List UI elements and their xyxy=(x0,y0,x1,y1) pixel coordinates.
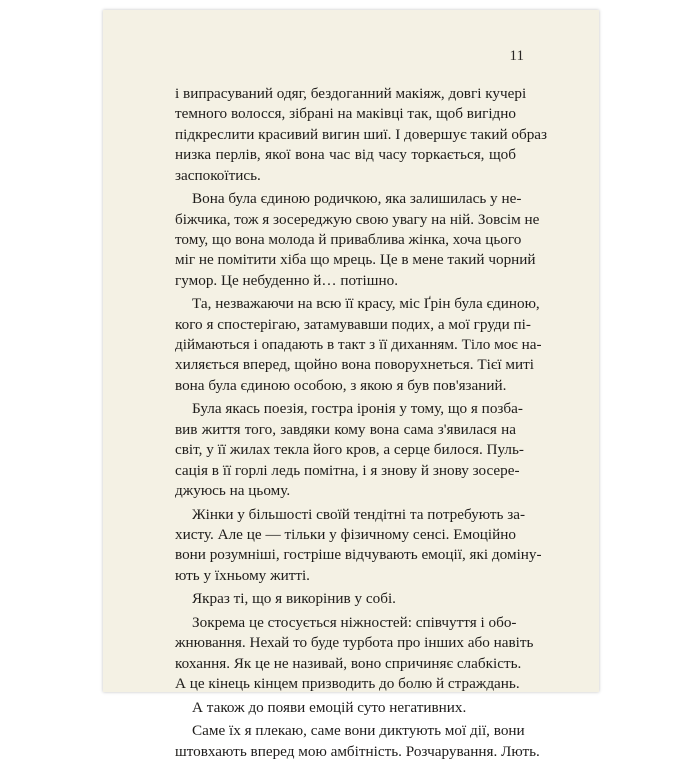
paragraph xyxy=(175,189,540,291)
text-line: вив життя того, завдяки кому вона сама з'явилася на xyxy=(175,420,516,438)
text-line: світ, у її жилах текла його кров, а серце билося. Пуль- xyxy=(175,441,524,459)
text-line: кого я спостерігаю, затамувавши подих, а мої груди пі- xyxy=(175,315,531,333)
text-line: жнювання. Нехай то буде турбота про інших або навіть xyxy=(175,634,534,652)
text-line: вони розумніші, гостріше відчувають емоції, які домiну- xyxy=(175,546,542,564)
body-text xyxy=(175,84,548,762)
text-line: Та, незважаючи на всю її красу, міс Ґрін була єдиною, xyxy=(192,295,540,313)
paragraph xyxy=(175,399,524,501)
page-number: 11 xyxy=(509,48,524,64)
text-line: кохання. Як це не називай, воно спричиняє слабкість. xyxy=(175,654,522,672)
text-line: штовхають вперед мою амбітність. Розчарування. Лють. xyxy=(175,742,540,760)
text-line: Жінки у більшості своїй тендітні та потребують за- xyxy=(192,505,526,523)
text-line: джуюсь на цьому. xyxy=(175,481,291,499)
text-line: заспокоїтись. xyxy=(175,166,261,184)
paragraph xyxy=(175,294,542,396)
text-line: вона була єдиною особою, з якою я був пов'язаний. xyxy=(175,376,507,394)
paragraph xyxy=(175,698,516,718)
paragraph xyxy=(175,613,534,695)
text-line: дiймаються і опадають в такт з її диханням. Тіло моє на- xyxy=(175,336,542,354)
text-line: і випрасуваний одяг, бездоганний макіяж, довгі кучері xyxy=(175,85,527,102)
text-line: Якраз ті, що я викорінив у собі. xyxy=(192,590,396,608)
text-line: хиляється вперед, щойно вона поворухнеться. Тієї миті xyxy=(175,356,534,374)
text-line: А також до появи емоцій суто негативних. xyxy=(192,698,467,716)
text-line: сація в її горлі ледь помітна, і я знову й знову зосере- xyxy=(175,461,520,479)
text-line: тому, що вона молода й приваблива жінка, хоча цього xyxy=(175,230,522,248)
text-line: Вона була єдиною родичкою, яка залишилась у не- xyxy=(192,190,522,208)
text-line: ють у їхньому житті. xyxy=(175,566,310,584)
text-line: підкреслити красивий вигин шиї. І довершує такий образ xyxy=(175,125,548,143)
text-line: хисту. Але це — тільки у фізичному сенсі. Емоційно xyxy=(175,525,516,543)
text-line: Саме їх я плекаю, саме вони диктують мої дії, вони xyxy=(192,722,525,740)
text-line: біжчика, тож я зосереджую свою увагу на ній. Зовсім не xyxy=(175,210,540,228)
text-line: гумор. Це небуденно й… потішно. xyxy=(175,271,398,289)
text-line: низка перлів, якої вона час від часу торкається, щоб xyxy=(175,146,516,164)
paragraph xyxy=(175,721,540,762)
text-line: А це кінець кінцем призводить до болю й страждань. xyxy=(175,675,520,693)
text-line: темного волосся, зібрані на маківці так, щоб вигідно xyxy=(175,105,516,123)
text-line: міг не помітити хіба що мрець. Це в мене такий чорний xyxy=(175,251,536,269)
text-line: Зокрема це стосується ніжностей: співчуття і обо- xyxy=(192,613,517,631)
paragraph xyxy=(175,589,516,609)
paragraph xyxy=(175,505,542,587)
book-page xyxy=(103,10,599,760)
paragraph xyxy=(175,84,548,186)
text-line: Була якась поезія, гостра іронія у тому, що я позба- xyxy=(192,400,523,418)
